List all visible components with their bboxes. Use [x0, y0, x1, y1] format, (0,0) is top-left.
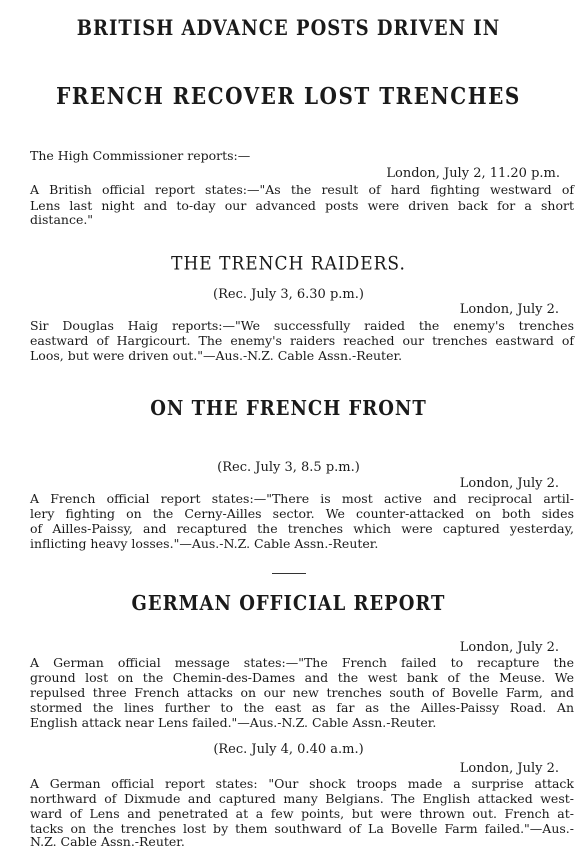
section4-line-4: stormed the lines further to the east as far as the Ailles-Paissy Road. An	[30, 700, 574, 715]
section2-dateline: London, July 2.	[459, 302, 559, 317]
section4-line-5: English attack near Lens failed."—Aus.-N.Z. Cable Assn.-Reuter.	[30, 715, 437, 730]
headline-main: BRITISH ADVANCE POSTS DRIVEN IN	[76, 15, 501, 42]
section4-line-2: ground lost on the Chemin-des-Dames and the west bank of the Meuse. We	[30, 670, 574, 685]
section4-dateline: London, July 2.	[459, 640, 559, 655]
section5-received: (Rec. July 4, 0.40 a.m.)	[213, 742, 364, 757]
section1-dateline: London, July 2, 11.20 p.m.	[386, 166, 560, 181]
section1-intro: The High Commissioner reports:—	[30, 148, 251, 163]
section1-line-2: Lens last night and to-day our advanced posts were driven back for a short	[30, 198, 574, 213]
headline-sub: FRENCH RECOVER LOST TRENCHES	[56, 82, 521, 110]
section5-line-5: N.Z. Cable Assn.-Reuter.	[30, 834, 185, 849]
section5-line-1: A German official report states: "Our shock troops made a surprise attack	[30, 776, 574, 791]
section3-line-1: A French official report states:—"There is most active and reciprocal artil-	[30, 491, 574, 506]
section4-line-1: A German official message states:—"The French failed to recapture the	[30, 655, 574, 670]
section1-line-1: A British official report states:—"As the result of hard fighting westward of	[30, 182, 574, 197]
section5-line-4: tacks on the trenches lost by them southward of La Bovelle Farm failed."—Aus.-	[30, 821, 574, 836]
section4-line-3: repulsed three French attacks on our new trenches south of Bovelle Farm, and	[30, 685, 574, 700]
section1-line-3: distance."	[30, 212, 94, 227]
section2-line-2: eastward of Hargicourt. The enemy's raiders reached our trenches eastward of	[30, 333, 574, 348]
headline-french-front: ON THE FRENCH FRONT	[150, 396, 427, 421]
headline-trench-raiders: THE TRENCH RAIDERS.	[171, 253, 406, 275]
section3-line-4: inflicting heavy losses."—Aus.-N.Z. Cable Assn.-Reuter.	[30, 536, 379, 551]
section3-line-2: lery fighting on the Cerny-Ailles sector. We counter-attacked on both sides	[30, 506, 574, 521]
section3-dateline: London, July 2.	[459, 476, 559, 491]
section3-received: (Rec. July 3, 8.5 p.m.)	[217, 460, 360, 475]
section2-received: (Rec. July 3, 6.30 p.m.)	[213, 287, 364, 302]
section3-line-3: of Ailles-Paissy, and recaptured the trenches which were captured yesterday,	[30, 521, 574, 536]
headline-german-report: GERMAN OFFICIAL REPORT	[131, 591, 446, 616]
section5-line-2: northward of Dixmude and captured many Belgians. The English attacked west-	[30, 791, 574, 806]
section5-dateline: London, July 2.	[459, 761, 559, 776]
section2-line-3: Loos, but were driven out."—Aus.-N.Z. Cable Assn.-Reuter.	[30, 348, 403, 363]
section5-line-3: ward of Lens and penetrated at a few points, but were thrown out. French at-	[30, 806, 574, 821]
section-divider	[272, 573, 306, 574]
section2-line-1: Sir Douglas Haig reports:—"We successfully raided the enemy's trenches	[30, 318, 574, 333]
